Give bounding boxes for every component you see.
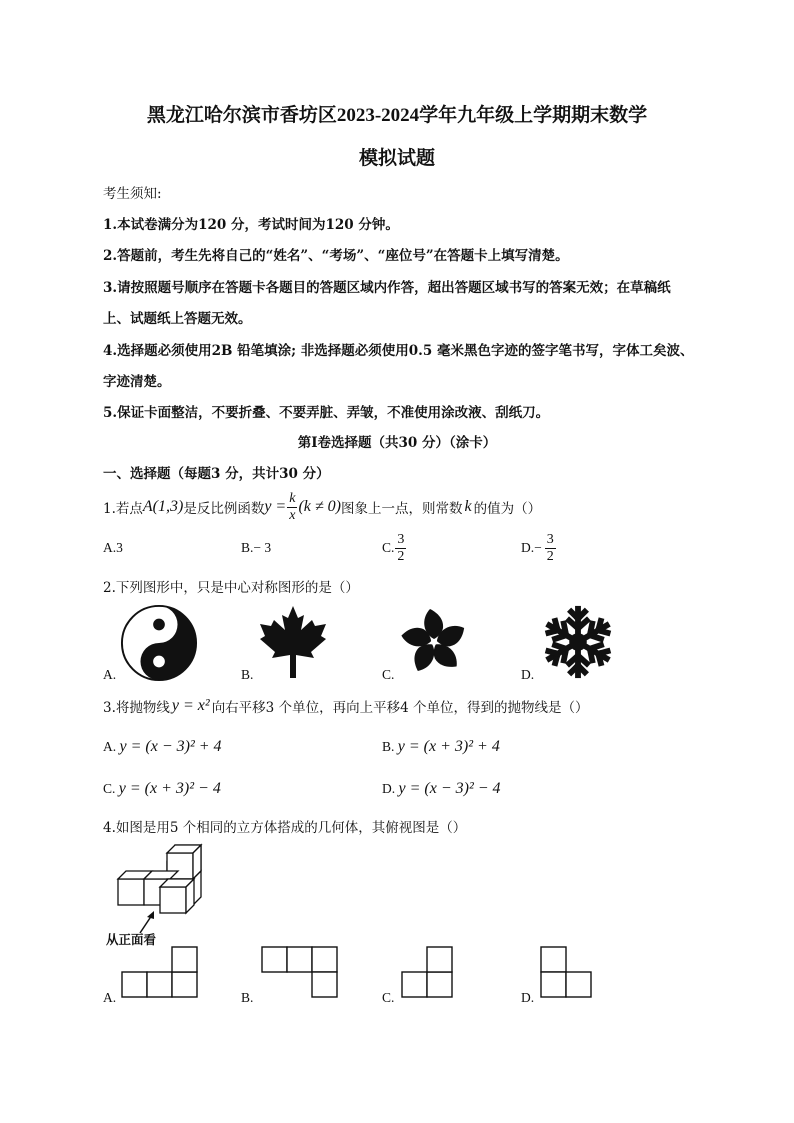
part-heading: 一、选择题（每题3 分，共计30 分） <box>103 466 330 482</box>
q1-mid: 是反比例函数 <box>183 501 265 517</box>
section-title: 第Ⅰ卷选择题（共30 分）（涂卡） <box>297 435 497 451</box>
question-1 <box>103 492 541 522</box>
q1-option-c[interactable]: C. $\frac{3}{2}$ <box>382 531 405 564</box>
notice-item: 1.本试卷满分为120 分，考试时间为120 分钟。 <box>103 217 399 233</box>
notice-item: 4.选择题必须使用2B 铅笔填涂; 非选择题必须使用0.5 毫米黑色字迹的签字笔书写，字体工矣波、 <box>103 343 694 359</box>
q1-func-den: x <box>289 507 296 523</box>
q4-option-c[interactable]: C. <box>382 990 395 1005</box>
q4-option-a[interactable]: A. <box>103 990 117 1005</box>
q2-option-c[interactable]: C. <box>382 667 395 682</box>
q2-option-b[interactable]: B. <box>241 667 254 682</box>
q2-option-d[interactable]: D. <box>521 667 535 682</box>
q1-var: k <box>464 498 472 515</box>
notice-item: 3.请按照题号顺序在答题卡各题目的答题区域内作答，超出答题区域书写的答案无效；在草稿纸 <box>103 280 671 296</box>
question-4: 4.如图是用5 个相同的立方体搭成的几何体，其俯视图是（） <box>103 820 467 836</box>
q4-grid-a <box>120 946 200 1000</box>
q1-suffix: 图象上一点，则常数 <box>341 501 463 517</box>
q1-option-a[interactable]: A.3 <box>103 540 123 555</box>
notice-item: 字迹清楚。 <box>103 374 171 390</box>
bauhinia-icon <box>398 606 470 678</box>
q1-func-num: k <box>289 490 296 506</box>
q4-option-b[interactable]: B. <box>241 990 254 1005</box>
q3-prefix: 3.将抛物线 <box>103 700 170 716</box>
q1-func-fraction <box>287 492 297 523</box>
q1-func-left: y = <box>264 498 287 515</box>
q3-func: y = x² <box>171 697 210 714</box>
notice-heading: 考生须知: <box>103 186 162 202</box>
q3-option-c[interactable]: C. y = (x + 3)² − 4 <box>103 780 221 797</box>
q4-grid-d <box>539 946 595 1000</box>
q1-option-b[interactable]: B.− 3 <box>241 540 272 555</box>
q3-option-d[interactable]: D. y = (x − 3)² − 4 <box>382 780 501 797</box>
q3-suffix: 向右平移3 个单位，再向上平移4 个单位，得到的抛物线是（） <box>211 700 589 716</box>
question-3 <box>103 696 588 716</box>
notice-item: 2.答题前，考生先将自己的“姓名”、“考场”、“座位号”在答题卡上填写清楚。 <box>103 248 569 264</box>
q1-tail: 的值为（） <box>473 501 542 517</box>
page-subtitle: 模拟试题 <box>358 148 435 169</box>
question-2: 2.下列图形中，只是中心对称图形的是（） <box>103 580 359 596</box>
q1-func-cond: (k ≠ 0) <box>298 498 341 515</box>
q3-option-a[interactable]: A. y = (x − 3)² + 4 <box>103 738 222 755</box>
notice-item: 上、试题纸上答题无效。 <box>103 311 252 327</box>
maple-leaf-icon <box>258 606 328 678</box>
q2-option-a[interactable]: A. <box>103 667 117 682</box>
q1-prefix: 1.若点 <box>103 501 143 517</box>
q3-option-b[interactable]: B. y = (x + 3)² + 4 <box>382 738 500 755</box>
q1-point: A(1,3) <box>142 498 184 515</box>
snowflake-icon <box>539 604 617 680</box>
q4-grid-b <box>260 946 340 1000</box>
q1-option-d[interactable]: D. − $\frac{3}{2}$ <box>521 531 554 564</box>
yin-yang-icon <box>120 604 198 682</box>
q4-option-d[interactable]: D. <box>521 990 535 1005</box>
notice-item: 5.保证卡面整洁，不要折叠、不要弄脏、弄皱，不准使用涂改液、刮纸刀。 <box>103 405 550 421</box>
page-title: 黑龙江哈尔滨市香坊区2023-2024学年九年级上学期期末数学 <box>146 105 648 126</box>
q4-grid-c <box>400 946 456 1000</box>
q4-view-label: 从正面看 <box>106 932 157 947</box>
cube-figure <box>110 843 210 923</box>
